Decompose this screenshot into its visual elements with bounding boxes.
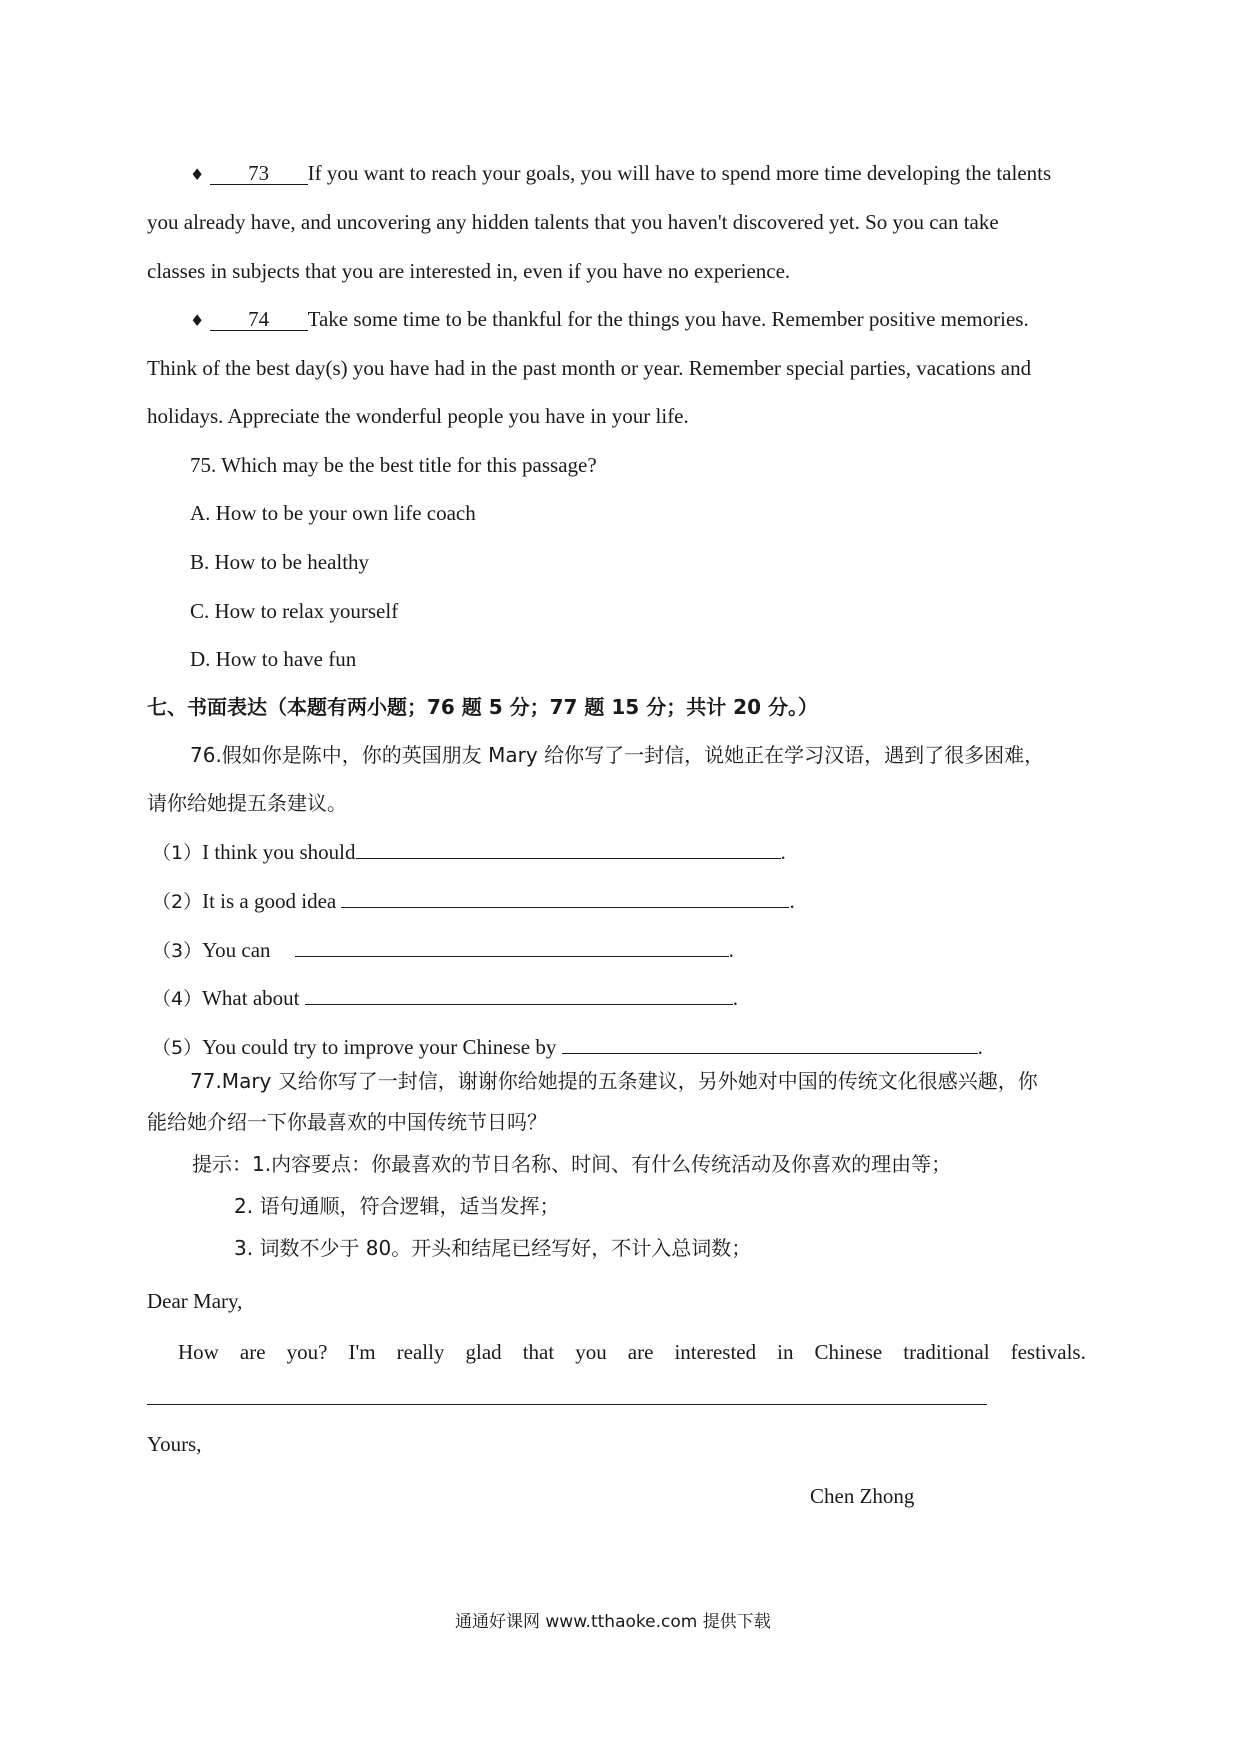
option-b: B. How to be healthy — [190, 550, 370, 574]
prompt-end: . — [732, 986, 738, 1010]
letter-closing: Yours, — [147, 1432, 202, 1456]
question-75: 75. Which may be the best title for this passage? — [190, 453, 597, 477]
opening-word: traditional — [903, 1340, 990, 1364]
hint-1: 提示：1.内容要点：你最喜欢的节日名称、时间、有什么传统活动及你喜欢的理由等； — [192, 1152, 952, 1176]
prompt-number: （5） — [152, 1037, 203, 1059]
prompt-1 — [152, 842, 786, 863]
item-73-line-3: classes in subjects that you are interested in, even if you have no experience. — [147, 259, 791, 283]
hint-2: 2. 语句通顺，符合逻辑，适当发挥； — [234, 1194, 560, 1218]
item-74 — [190, 309, 1029, 331]
answer-blank-74: 74 — [210, 309, 308, 331]
page-footer: 通通好课网 www.tthaoke.com 提供下载 — [455, 1612, 771, 1632]
opening-word: festivals. — [1010, 1340, 1086, 1364]
diamond-bullet-icon: ♦ — [190, 311, 205, 330]
hint-3: 3. 词数不少于 80。开头和结尾已经写好，不计入总词数； — [234, 1236, 752, 1260]
opening-word: interested — [674, 1340, 757, 1364]
question-76-line-1: 76.假如你是陈中，你的英国朋友 Mary 给你写了一封信，说她正在学习汉语，遇到了很多困难， — [190, 743, 1045, 767]
prompt-number: （1） — [152, 842, 203, 864]
item-73-text: If you want to reach your goals, you will have to spend more time developing the talents — [307, 161, 1052, 185]
prompt-end: . — [728, 938, 734, 962]
prompt-text: You can — [202, 938, 271, 962]
prompt-4 — [152, 988, 738, 1009]
opening-word: you — [575, 1340, 607, 1364]
question-77-line-2: 能给她介绍一下你最喜欢的中国传统节日吗？ — [147, 1110, 547, 1134]
write-line — [356, 858, 781, 859]
section-7-heading: 七、书面表达（本题有两小题；76 题 5 分；77 题 15 分；共计 20 分。） — [147, 695, 818, 719]
opening-word: I'm — [348, 1340, 376, 1364]
opening-word: glad — [465, 1340, 502, 1364]
prompt-2 — [152, 891, 795, 912]
prompt-number: （3） — [152, 940, 203, 962]
opening-word: are — [239, 1340, 266, 1364]
prompt-number: （4） — [152, 988, 203, 1010]
opening-word: are — [627, 1340, 654, 1364]
prompt-text: What about — [202, 986, 300, 1010]
write-line — [341, 907, 789, 908]
opening-word: you? — [286, 1340, 328, 1364]
prompt-text: I think you should — [202, 840, 356, 864]
question-76-line-2: 请你给她提五条建议。 — [147, 791, 347, 815]
prompt-5 — [152, 1037, 983, 1058]
prompt-number: （2） — [152, 891, 203, 913]
diamond-bullet-icon: ♦ — [190, 165, 205, 184]
item-73 — [190, 163, 1051, 185]
opening-word: that — [522, 1340, 555, 1364]
item-74-text: Take some time to be thankful for the things you have. Remember positive memories. — [307, 307, 1029, 331]
write-line — [295, 956, 729, 957]
prompt-text: You could try to improve your Chinese by — [202, 1035, 557, 1059]
item-74-line-3: holidays. Appreciate the wonderful people you have in your life. — [147, 404, 689, 428]
item-74-line-2: Think of the best day(s) you have had in the past month or year. Remember special parties, vacations and — [147, 356, 1032, 380]
question-77-line-1: 77.Mary 又给你写了一封信，谢谢你给她提的五条建议，另外她对中国的传统文化很感兴趣，你 — [190, 1069, 1038, 1093]
prompt-text: It is a good idea — [202, 889, 337, 913]
option-a: A. How to be your own life coach — [190, 501, 476, 525]
letter-salutation: Dear Mary, — [147, 1289, 243, 1313]
opening-word: in — [777, 1340, 794, 1364]
option-d: D. How to have fun — [190, 647, 357, 671]
prompt-end: . — [977, 1035, 983, 1059]
opening-word: How — [178, 1340, 219, 1364]
letter-signature: Chen Zhong — [810, 1484, 915, 1508]
write-line — [305, 1004, 733, 1005]
prompt-3 — [152, 940, 734, 961]
writing-rule — [147, 1404, 987, 1405]
opening-word: really — [396, 1340, 445, 1364]
letter-opening-line — [178, 1340, 1086, 1365]
prompt-end: . — [780, 840, 786, 864]
item-73-line-2: you already have, and uncovering any hidden talents that you haven't discovered yet. So you can take — [147, 210, 999, 234]
write-line — [562, 1053, 978, 1054]
prompt-end: . — [789, 889, 795, 913]
opening-word: Chinese — [814, 1340, 883, 1364]
option-c: C. How to relax yourself — [190, 599, 399, 623]
answer-blank-73: 73 — [210, 163, 308, 185]
